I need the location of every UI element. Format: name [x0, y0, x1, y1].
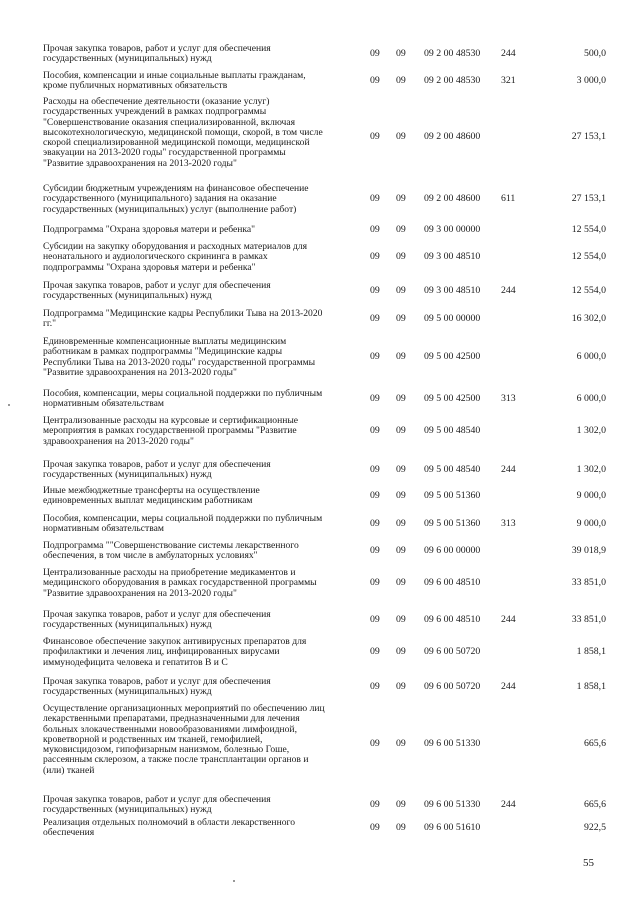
section-code: 09: [370, 75, 380, 86]
scan-speck: [233, 880, 235, 882]
section-code: 09: [370, 393, 380, 404]
section-code: 09: [370, 351, 380, 362]
description-line: "Развитие здравоохранения на 2013-2020 годы": [43, 157, 237, 169]
target-article-code: 09 5 00 48540: [424, 464, 481, 475]
target-article-code: 09 3 00 00000: [424, 224, 481, 235]
row-description: [43, 71, 365, 92]
row-description: [43, 610, 365, 631]
section-code: 09: [370, 799, 380, 810]
description-line: гг.": [43, 318, 57, 330]
row-description: [43, 309, 365, 330]
description-line: Расходы на обеспечение деятельности (оказание услуг): [43, 96, 270, 107]
section-code: 09: [370, 545, 380, 556]
row-description: [43, 416, 365, 447]
description-line: Субсидии бюджетным учреждениям на финансовое обеспечение: [43, 183, 309, 194]
subsection-code: 09: [396, 518, 406, 529]
section-code: 09: [370, 518, 380, 529]
amount: 12 554,0: [571, 285, 606, 296]
amount: 6 000,0: [576, 351, 606, 362]
amount: 665,6: [583, 799, 606, 810]
row-description: [43, 541, 365, 562]
section-code: 09: [370, 193, 380, 204]
amount: 27 153,1: [571, 193, 606, 204]
row-description: [43, 97, 365, 169]
amount: 39 018,9: [571, 545, 606, 556]
target-article-code: 09 6 00 51330: [424, 738, 481, 749]
description-line: "Совершенствование оказания специализированной, включая: [43, 116, 296, 128]
description-line: иммунодефицита человека и гепатитов В и С: [43, 656, 228, 668]
row-description: [43, 637, 365, 668]
target-article-code: 09 3 00 48510: [424, 251, 481, 262]
amount: 16 302,0: [571, 313, 606, 324]
amount: 6 000,0: [576, 393, 606, 404]
amount: 665,6: [583, 738, 606, 749]
description-line: здравоохранения на 2013-2020 годы": [43, 435, 194, 447]
description-line: Централизованные расходы на приобретение медикаментов и: [43, 567, 296, 578]
target-article-code: 09 5 00 42500: [424, 393, 481, 404]
description-line: государственных (муниципальных) услуг (выполнение работ): [43, 203, 297, 215]
section-code: 09: [370, 464, 380, 475]
target-article-code: 09 6 00 48510: [424, 577, 481, 588]
description-line: муковисцидозом, гипофизарным нанизмом, болезнью Гоше,: [43, 744, 290, 756]
description-line: Финансовое обеспечение закупок антивирусных препаратов для: [43, 636, 307, 647]
subsection-code: 09: [396, 193, 406, 204]
subsection-code: 09: [396, 822, 406, 833]
subsection-code: 09: [396, 313, 406, 324]
subsection-code: 09: [396, 393, 406, 404]
expense-type-code: 321: [501, 75, 516, 86]
description-line: Пособия, компенсации, меры социальной поддержки по публичным: [43, 513, 323, 524]
description-line: Осуществление организационных мероприятий по обеспечению лиц: [43, 703, 325, 714]
amount: 1 302,0: [576, 464, 606, 475]
amount: 922,5: [583, 822, 606, 833]
description-line: Централизованные расходы на курсовые и сертификационные: [43, 415, 299, 426]
target-article-code: 09 6 00 00000: [424, 545, 481, 556]
row-description: [43, 337, 365, 378]
description-line: Прочая закупка товаров, работ и услуг для обеспечения: [43, 459, 271, 470]
subsection-code: 09: [396, 614, 406, 625]
subsection-code: 09: [396, 75, 406, 86]
description-line: Реализация отдельных полномочий в области лекарственного: [43, 817, 295, 828]
expense-type-code: 611: [501, 193, 516, 204]
target-article-code: 09 2 00 48600: [424, 193, 481, 204]
expense-type-code: 313: [501, 518, 516, 529]
description-line: государственных (муниципальных) нужд: [43, 804, 212, 816]
amount: 1 302,0: [576, 425, 606, 436]
description-line: профилактики и лечения лиц, инфицированных вирусами: [43, 646, 280, 658]
subsection-code: 09: [396, 251, 406, 262]
target-article-code: 09 2 00 48600: [424, 131, 481, 142]
description-line: больных злокачественными новообразованиями лимфоидной,: [43, 723, 297, 735]
section-code: 09: [370, 490, 380, 501]
description-line: государственных (муниципальных) нужд: [43, 53, 212, 65]
amount: 9 000,0: [576, 490, 606, 501]
target-article-code: 09 2 00 48530: [424, 48, 481, 59]
subsection-code: 09: [396, 285, 406, 296]
amount: 9 000,0: [576, 518, 606, 529]
description-line: Единовременные компенсационные выплаты медицинским: [43, 336, 287, 347]
row-description: [43, 486, 365, 507]
description-line: обеспечения: [43, 827, 95, 839]
description-line: работникам в рамках подпрограммы "Медицинские кадры: [43, 346, 283, 358]
description-line: Иные межбюджетные трансферты на осуществление: [43, 485, 260, 496]
row-description: [43, 818, 365, 839]
subsection-code: 09: [396, 464, 406, 475]
row-description: [43, 225, 365, 235]
description-line: медицинского оборудования в рамках государственной программы: [43, 577, 317, 589]
description-line: государственных учреждений в рамках подпрограммы: [43, 106, 267, 118]
description-line: (или) тканей: [43, 764, 95, 776]
description-line: высокотехнологическую, медицинской помощи, скорой, в том числе: [43, 126, 323, 138]
amount: 33 851,0: [571, 577, 606, 588]
description-line: Подпрограмма "Охрана здоровья матери и ребенка": [43, 224, 256, 235]
row-description: [43, 568, 365, 599]
subsection-code: 09: [396, 351, 406, 362]
section-code: 09: [370, 285, 380, 296]
description-line: рассеянным склерозом, а также после трансплантации органов и: [43, 754, 309, 766]
amount: 1 858,1: [576, 681, 606, 692]
description-line: Прочая закупка товаров, работ и услуг для обеспечения: [43, 280, 271, 291]
description-line: государственного (муниципального) задания на оказание: [43, 193, 277, 205]
section-code: 09: [370, 646, 380, 657]
subsection-code: 09: [396, 425, 406, 436]
section-code: 09: [370, 224, 380, 235]
description-line: Прочая закупка товаров, работ и услуг для обеспечения: [43, 43, 271, 54]
target-article-code: 09 5 00 48540: [424, 425, 481, 436]
subsection-code: 09: [396, 577, 406, 588]
expense-type-code: 244: [501, 464, 516, 475]
row-description: [43, 242, 365, 273]
amount: 33 851,0: [571, 614, 606, 625]
scan-speck: [8, 404, 10, 406]
row-description: [43, 460, 365, 481]
description-line: "Развитие здравоохранения на 2013-2020 годы": [43, 587, 237, 599]
description-line: государственных (муниципальных) нужд: [43, 619, 212, 631]
section-code: 09: [370, 681, 380, 692]
subsection-code: 09: [396, 545, 406, 556]
description-line: Подпрограмма "Медицинские кадры Республики Тыва на 2013-2020: [43, 308, 323, 319]
amount: 12 554,0: [571, 224, 606, 235]
description-line: Прочая закупка товаров, работ и услуг для обеспечения: [43, 609, 271, 620]
description-line: единовременных выплат медицинским работникам: [43, 495, 253, 507]
subsection-code: 09: [396, 224, 406, 235]
section-code: 09: [370, 48, 380, 59]
expense-type-code: 244: [501, 799, 516, 810]
target-article-code: 09 5 00 42500: [424, 351, 481, 362]
description-line: "Развитие здравоохранения на 2013-2020 годы": [43, 366, 237, 378]
description-line: Субсидии на закупку оборудования и расходных материалов для: [43, 241, 308, 252]
row-description: [43, 389, 365, 410]
subsection-code: 09: [396, 490, 406, 501]
target-article-code: 09 6 00 50720: [424, 646, 481, 657]
subsection-code: 09: [396, 738, 406, 749]
row-description: [43, 514, 365, 535]
description-line: подпрограммы "Охрана здоровья матери и ребенка": [43, 261, 256, 273]
expense-type-code: 244: [501, 681, 516, 692]
section-code: 09: [370, 251, 380, 262]
description-line: Прочая закупка товаров, работ и услуг для обеспечения: [43, 676, 271, 687]
description-line: Пособия, компенсации и иные социальные выплаты гражданам,: [43, 70, 306, 81]
subsection-code: 09: [396, 131, 406, 142]
section-code: 09: [370, 738, 380, 749]
description-line: кроветворной и родственных им тканей, гемофилией,: [43, 733, 263, 745]
description-line: нормативным обязательствам: [43, 523, 164, 535]
amount: 3 000,0: [576, 75, 606, 86]
description-line: эвакуации на 2013-2020 годы" государственной программы: [43, 147, 286, 159]
description-line: Пособия, компенсации, меры социальной поддержки по публичным: [43, 388, 323, 399]
target-article-code: 09 5 00 00000: [424, 313, 481, 324]
subsection-code: 09: [396, 681, 406, 692]
description-line: скорой специализированной медицинской помощи, медицинской: [43, 137, 310, 149]
expense-type-code: 313: [501, 393, 516, 404]
section-code: 09: [370, 822, 380, 833]
row-description: [43, 795, 365, 816]
description-line: Республики Тыва на 2013-2020 годы" государственной программы: [43, 356, 316, 368]
row-description: [43, 677, 365, 698]
target-article-code: 09 3 00 48510: [424, 285, 481, 296]
target-article-code: 09 6 00 51330: [424, 799, 481, 810]
amount: 12 554,0: [571, 251, 606, 262]
expense-type-code: 244: [501, 614, 516, 625]
target-article-code: 09 6 00 50720: [424, 681, 481, 692]
target-article-code: 09 2 00 48530: [424, 75, 481, 86]
section-code: 09: [370, 577, 380, 588]
row-description: [43, 44, 365, 65]
row-description: [43, 704, 365, 776]
amount: 500,0: [583, 48, 606, 59]
description-line: обеспечения, в том числе в амбулаторных условиях": [43, 550, 258, 562]
amount: 1 858,1: [576, 646, 606, 657]
expense-type-code: 244: [501, 285, 516, 296]
description-line: мероприятия в рамках государственной программы "Развитие: [43, 425, 297, 437]
description-line: Подпрограмма ""Совершенствование системы лекарственного: [43, 540, 299, 551]
description-line: кроме публичных нормативных обязательств: [43, 80, 228, 92]
row-description: [43, 281, 365, 302]
description-line: государственных (муниципальных) нужд: [43, 686, 212, 698]
description-line: государственных (муниципальных) нужд: [43, 469, 212, 481]
target-article-code: 09 6 00 48510: [424, 614, 481, 625]
description-line: Прочая закупка товаров, работ и услуг для обеспечения: [43, 794, 271, 805]
description-line: нормативным обязательствам: [43, 398, 164, 410]
amount: 27 153,1: [571, 131, 606, 142]
target-article-code: 09 6 00 51610: [424, 822, 481, 833]
section-code: 09: [370, 313, 380, 324]
subsection-code: 09: [396, 48, 406, 59]
subsection-code: 09: [396, 799, 406, 810]
section-code: 09: [370, 614, 380, 625]
row-description: [43, 184, 365, 215]
page-number: 55: [583, 857, 594, 869]
expense-type-code: 244: [501, 48, 516, 59]
target-article-code: 09 5 00 51360: [424, 518, 481, 529]
description-line: лекарственными препаратами, предназначенными для лечения: [43, 713, 300, 725]
section-code: 09: [370, 131, 380, 142]
description-line: государственных (муниципальных) нужд: [43, 290, 212, 302]
subsection-code: 09: [396, 646, 406, 657]
target-article-code: 09 5 00 51360: [424, 490, 481, 501]
description-line: неонатального и аудиологического скрининга в рамках: [43, 251, 268, 263]
section-code: 09: [370, 425, 380, 436]
